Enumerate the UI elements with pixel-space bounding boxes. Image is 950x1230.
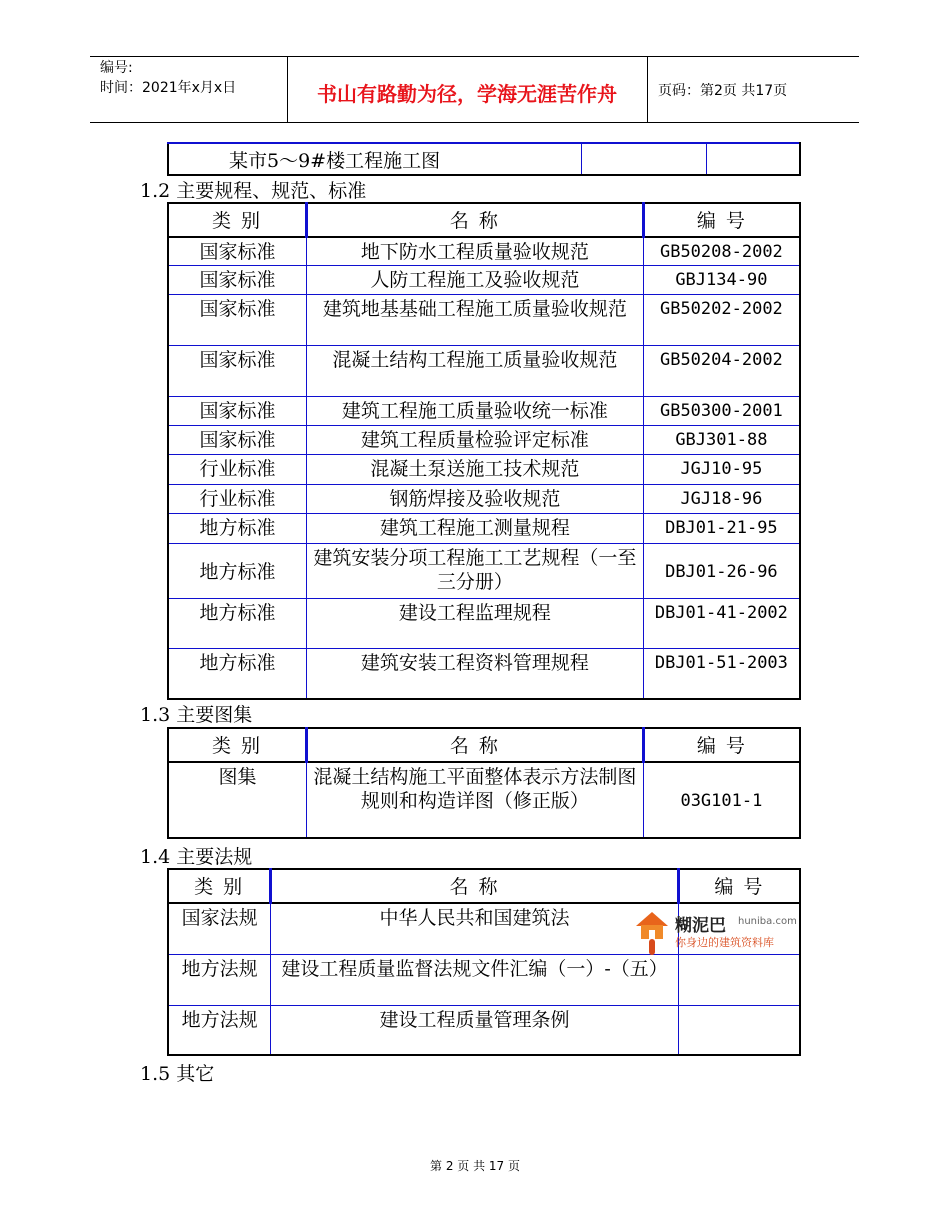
name-cell: 钢筋焊接及验收规范: [307, 484, 644, 513]
category-cell: 国家标准: [168, 425, 307, 454]
category-cell: 国家标准: [168, 396, 307, 425]
drawing-table-tail: [167, 142, 801, 176]
name-cell: 建筑地基基础工程施工质量验收规范: [307, 294, 644, 345]
name-cell: 混凝土结构施工平面整体表示方法制图规则和构造详图（修正版）: [307, 762, 644, 838]
name-cell: 混凝土结构工程施工质量验收规范: [307, 345, 644, 396]
category-cell: 国家标准: [168, 345, 307, 396]
code-cell: DBJ01-21-95: [643, 513, 800, 543]
category-cell: 行业标准: [168, 484, 307, 513]
category-cell: 国家标准: [168, 265, 307, 294]
code-cell: GBJ301-88: [643, 425, 800, 454]
header-left: [100, 58, 236, 98]
table-row: [168, 345, 800, 396]
table-row: [168, 484, 800, 513]
category-cell: 行业标准: [168, 454, 307, 484]
header-code: 编 号: [643, 203, 800, 237]
code-cell: GB50202-2002: [643, 294, 800, 345]
table-row: [168, 648, 800, 699]
code-cell: GBJ134-90: [643, 265, 800, 294]
code-cell: JGJ18-96: [643, 484, 800, 513]
name-cell: 混凝土泵送施工技术规范: [307, 454, 644, 484]
code-cell: GB50208-2002: [643, 237, 800, 265]
header-code: 编 号: [678, 869, 800, 903]
table-row: [168, 265, 800, 294]
name-cell: 建筑安装工程资料管理规程: [307, 648, 644, 699]
header-name: 名 称: [307, 203, 644, 237]
name-cell: 中华人民共和国建筑法: [271, 903, 679, 954]
drawing-name-cell: 某市5～9#楼工程施工图: [168, 143, 582, 175]
table-header-row: [168, 728, 800, 762]
code-cell: DBJ01-41-2002: [643, 598, 800, 648]
watermark-slogan: 你身边的建筑资料库: [675, 936, 774, 949]
header-motto: 书山有路勤为径，学海无涯苦作舟: [317, 82, 617, 106]
drawing-empty-cell: [582, 143, 707, 175]
code-cell: [678, 1005, 800, 1055]
table-header-row: [168, 203, 800, 237]
category-cell: 地方法规: [168, 954, 271, 1005]
category-cell: 地方标准: [168, 543, 307, 598]
header-divider: [647, 56, 648, 122]
standards-table: [167, 202, 801, 700]
table-row: [168, 954, 800, 1005]
name-cell: 建设工程监理规程: [307, 598, 644, 648]
section-title-1-5: 1.5 其它: [140, 1063, 215, 1085]
name-cell: 人防工程施工及验收规范: [307, 265, 644, 294]
category-cell: 地方标准: [168, 598, 307, 648]
table-row: [168, 425, 800, 454]
name-cell: 建筑工程施工质量验收统一标准: [307, 396, 644, 425]
regulations-table: [167, 868, 801, 1056]
number-label: 编号:: [100, 60, 133, 76]
code-cell: DBJ01-51-2003: [643, 648, 800, 699]
name-cell: 建设工程质量监督法规文件汇编（一）-（五）: [271, 954, 679, 1005]
house-brush-icon: [632, 906, 674, 958]
category-cell: 图集: [168, 762, 307, 838]
table-row: [168, 598, 800, 648]
header-code: 编 号: [643, 728, 800, 762]
category-cell: 地方标准: [168, 648, 307, 699]
name-cell: 建筑工程施工测量规程: [307, 513, 644, 543]
header-bottom-rule: [90, 122, 859, 123]
header-top-rule: [90, 56, 859, 57]
header-page-info: 页码：第2页 共17页: [658, 83, 788, 99]
drawing-empty-cell: [707, 143, 801, 175]
watermark-logo: [632, 906, 802, 958]
section-title-1-4: 1.4 主要法规: [140, 846, 253, 868]
page-footer: 第 2 页 共 17 页: [430, 1159, 520, 1173]
atlas-table: [167, 727, 801, 839]
category-cell: 国家标准: [168, 294, 307, 345]
section-title-1-3: 1.3 主要图集: [140, 704, 253, 726]
table-row: [168, 294, 800, 345]
code-cell: [678, 954, 800, 1005]
name-cell: 建设工程质量管理条例: [271, 1005, 679, 1055]
watermark-brand: 糊泥巴: [675, 916, 726, 936]
code-cell: GB50300-2001: [643, 396, 800, 425]
watermark-domain: huniba.com: [738, 916, 797, 927]
name-cell: 地下防水工程质量验收规范: [307, 237, 644, 265]
code-cell: GB50204-2002: [643, 345, 800, 396]
table-row: [168, 762, 800, 838]
header-category: 类 别: [168, 203, 307, 237]
header-name: 名 称: [271, 869, 679, 903]
header-category: 类 别: [168, 869, 271, 903]
section-title-1-2: 1.2 主要规程、规范、标准: [140, 180, 367, 202]
table-row: [168, 454, 800, 484]
category-cell: 地方标准: [168, 513, 307, 543]
category-cell: 国家标准: [168, 237, 307, 265]
name-cell: 建筑安装分项工程施工工艺规程（一至三分册）: [307, 543, 644, 598]
code-cell: DBJ01-26-96: [643, 543, 800, 598]
code-cell: JGJ10-95: [643, 454, 800, 484]
table-row: [168, 513, 800, 543]
table-header-row: [168, 869, 800, 903]
header-name: 名 称: [307, 728, 644, 762]
category-cell: 国家法规: [168, 903, 271, 954]
code-cell: 03G101-1: [643, 762, 800, 838]
name-cell: 建筑工程质量检验评定标准: [307, 425, 644, 454]
time-label: 时间：2021年x月x日: [100, 80, 237, 96]
header-category: 类 别: [168, 728, 307, 762]
table-row: [168, 237, 800, 265]
category-cell: 地方法规: [168, 1005, 271, 1055]
table-row: [168, 396, 800, 425]
table-row: [168, 543, 800, 598]
table-row: [168, 1005, 800, 1055]
